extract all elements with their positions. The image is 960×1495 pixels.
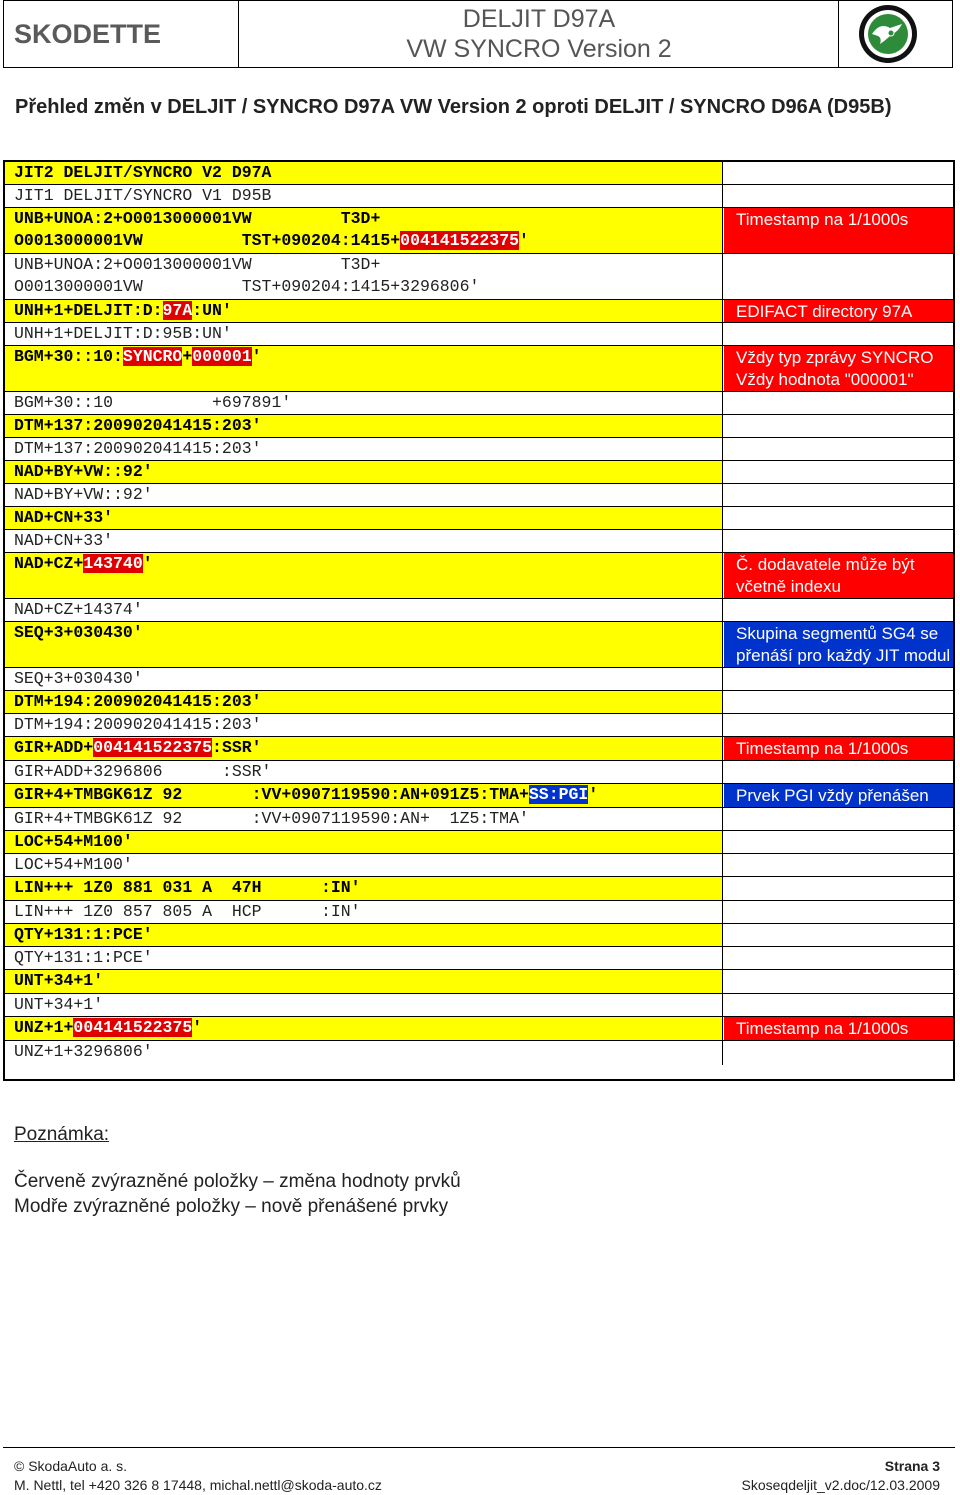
- logo-cell: [839, 1, 952, 67]
- footer-page-number: Strana 3: [884, 1458, 940, 1474]
- note-cell: [724, 553, 953, 598]
- table-row: [5, 529, 953, 552]
- change-note: Timestamp na 1/1000s: [736, 739, 909, 758]
- note-cell: [724, 484, 953, 506]
- changed-value: 004141522375: [400, 231, 519, 250]
- segment-part: +: [182, 347, 193, 366]
- segment-text: [14, 507, 113, 529]
- changed-value: 97A: [162, 301, 193, 320]
- table-row: [5, 414, 953, 437]
- segment-part: ': [192, 1018, 203, 1037]
- note-cell: [724, 622, 953, 667]
- segment-text: [14, 438, 262, 460]
- segment-part: UNB+UNOA:2+O0013000001VW T3D+ O0013000001VW TST+090204:1415+3296806': [14, 255, 480, 296]
- segment-part: ': [142, 554, 153, 573]
- table-row: [5, 299, 953, 322]
- table-row: [5, 853, 953, 876]
- old-segment-cell: [5, 323, 723, 345]
- table-row: [5, 483, 953, 506]
- segment-part: GIR+4+TMBGK61Z 92 :VV+0907119590:AN+091Z5:TMA+: [14, 785, 529, 804]
- segment-part: ': [251, 347, 262, 366]
- table-row: [5, 900, 953, 923]
- note-cell: [724, 162, 953, 184]
- note-cell: [724, 461, 953, 483]
- table-row: [5, 690, 953, 713]
- segment-part: LOC+54+M100': [14, 832, 133, 851]
- note-cell: [724, 808, 953, 830]
- segment-part: QTY+131:1:PCE': [14, 925, 153, 944]
- new-segment-cell: [5, 415, 723, 437]
- segment-text: [14, 901, 361, 923]
- table-row: [5, 946, 953, 969]
- new-segment-cell: [5, 162, 723, 184]
- segment-text: [14, 854, 133, 876]
- segment-text: [14, 461, 153, 483]
- note-cell: [724, 668, 953, 690]
- old-segment-cell: [5, 254, 723, 299]
- segment-text: [14, 737, 262, 759]
- table-row: [5, 207, 953, 253]
- table-row: [5, 923, 953, 946]
- old-segment-cell: [5, 530, 723, 552]
- note-cell: [724, 947, 953, 969]
- table-row: [5, 598, 953, 621]
- change-note: EDIFACT directory 97A: [736, 302, 913, 321]
- segment-text: [14, 994, 103, 1016]
- change-note: Č. dodavatele může být včetně indexu: [736, 555, 915, 596]
- note-cell: [724, 415, 953, 437]
- segment-part: DTM+194:200902041415:203': [14, 715, 262, 734]
- segment-text: [14, 877, 361, 899]
- segment-text: [14, 691, 262, 713]
- old-segment-cell: [5, 901, 723, 923]
- segment-part: LOC+54+M100': [14, 855, 133, 874]
- segment-part: GIR+4+TMBGK61Z 92 :VV+0907119590:AN+ 1Z5:TMA': [14, 809, 529, 828]
- segment-text: [14, 185, 271, 207]
- legend-red: Červeně zvýrazněné položky – změna hodnoty prvků: [14, 1171, 461, 1192]
- note-cell: [724, 208, 953, 253]
- doc-title-line1: DELJIT D97A: [462, 5, 616, 33]
- segment-part: GIR+ADD+3296806 :SSR': [14, 762, 272, 781]
- table-row: [5, 391, 953, 414]
- segment-text: [14, 323, 232, 345]
- segment-text: [14, 668, 143, 690]
- footer-copyright: © SkodaAuto a. s.: [14, 1458, 128, 1474]
- table-row: [5, 184, 953, 207]
- old-segment-cell: [5, 808, 723, 830]
- old-segment-cell: [5, 1041, 723, 1065]
- footer-contact: M. Nettl, tel +420 326 8 17448, michal.nettl@skoda-auto.cz: [14, 1477, 382, 1493]
- segment-text: [14, 784, 598, 806]
- table-row: [5, 807, 953, 830]
- segment-part: JIT1 DELJIT/SYNCRO V1 D95B: [14, 186, 272, 205]
- old-segment-cell: [5, 761, 723, 783]
- old-segment-cell: [5, 668, 723, 690]
- document-header: [3, 0, 953, 68]
- old-segment-cell: [5, 185, 723, 207]
- note-cell: [724, 599, 953, 621]
- note-cell: [724, 346, 953, 391]
- segment-text: [14, 970, 103, 992]
- note-cell: [724, 254, 953, 299]
- changed-value: 143740: [83, 554, 143, 573]
- page-heading: Přehled změn v DELJIT / SYNCRO D97A VW Version 2 oproti DELJIT / SYNCRO D96A (D95B): [15, 96, 892, 118]
- table-row: [5, 713, 953, 736]
- changed-value: 000001: [192, 347, 252, 366]
- segment-part: UNB+UNOA:2+O0013000001VW T3D+ O0013000001VW TST+090204:1415+: [14, 209, 401, 250]
- skoda-logo-icon: [858, 4, 918, 64]
- segment-text: [14, 254, 479, 298]
- new-segment-cell: [5, 831, 723, 853]
- change-note: Timestamp na 1/1000s: [736, 210, 909, 229]
- old-segment-cell: [5, 994, 723, 1016]
- table-row: [5, 162, 953, 184]
- new-segment-cell: [5, 507, 723, 529]
- table-row: [5, 993, 953, 1016]
- table-row: [5, 1016, 953, 1040]
- new-segment-cell: [5, 461, 723, 483]
- old-segment-cell: [5, 714, 723, 736]
- old-segment-cell: [5, 854, 723, 876]
- brand-name: SKODETTE: [14, 19, 162, 49]
- segment-part: LIN+++ 1Z0 881 031 A 47H :IN': [14, 878, 361, 897]
- segment-text: [14, 622, 143, 644]
- new-segment-cell: [5, 300, 723, 322]
- new-segment-cell: [5, 970, 723, 993]
- segment-text: [14, 761, 271, 783]
- new-segment-cell: [5, 553, 723, 598]
- note-cell: [724, 530, 953, 552]
- segment-part: NAD+CZ+: [14, 554, 84, 573]
- table-row: [5, 506, 953, 529]
- segment-text: [14, 300, 232, 322]
- note-cell: [724, 784, 953, 807]
- title-cell: [239, 1, 839, 67]
- change-note: Prvek PGI vždy přenášen: [736, 786, 929, 805]
- segment-part: ': [519, 231, 529, 250]
- note-cell: [724, 877, 953, 900]
- segment-part: NAD+CN+33': [14, 508, 114, 527]
- table-row: [5, 783, 953, 807]
- segment-part: :UN': [192, 301, 232, 320]
- note-cell: [724, 924, 953, 946]
- segment-part: SEQ+3+030430': [14, 623, 143, 642]
- changed-value: 004141522375: [73, 1018, 193, 1037]
- note-cell: [724, 854, 953, 876]
- change-note: Vždy typ zprávy SYNCRO Vždy hodnota "000001": [736, 348, 934, 389]
- segment-text: [14, 208, 529, 252]
- segment-part: DTM+137:200902041415:203': [14, 439, 262, 458]
- change-note: Skupina segmentů SG4 se přenáší pro každý JIT modul: [736, 624, 951, 665]
- new-segment-cell: [5, 877, 723, 900]
- segment-part: NAD+BY+VW::92': [14, 462, 153, 481]
- note-cell: [724, 831, 953, 853]
- segment-part: SEQ+3+030430': [14, 669, 143, 688]
- note-cell: [724, 691, 953, 713]
- new-segment-cell: [5, 691, 723, 713]
- table-row: [5, 621, 953, 667]
- segment-text: [14, 714, 262, 736]
- old-segment-cell: [5, 484, 723, 506]
- segment-text: [14, 1041, 153, 1063]
- changed-value: SS:PGI: [528, 785, 589, 804]
- segment-text: [14, 924, 153, 946]
- segment-part: UNH+1+DELJIT:D:95B:UN': [14, 324, 232, 343]
- note-cell: [724, 970, 953, 993]
- segment-part: QTY+131:1:PCE': [14, 948, 153, 967]
- footer-filename: Skoseqdeljit_v2.doc/12.03.2009: [741, 1477, 940, 1493]
- table-row: [5, 969, 953, 993]
- segment-text: [14, 947, 153, 969]
- segment-part: NAD+CZ+14374': [14, 600, 143, 619]
- table-row: [5, 667, 953, 690]
- note-cell: [724, 1041, 953, 1065]
- old-segment-cell: [5, 947, 723, 969]
- changed-value: SYNCRO: [122, 347, 183, 366]
- new-segment-cell: [5, 784, 723, 807]
- note-cell: [724, 761, 953, 783]
- old-segment-cell: [5, 438, 723, 460]
- changed-value: 004141522375: [93, 738, 213, 757]
- footer-divider: [3, 1447, 955, 1448]
- doc-title-line2: VW SYNCRO Version 2: [406, 35, 672, 63]
- new-segment-cell: [5, 346, 723, 391]
- table-row: [5, 345, 953, 391]
- note-cell: [724, 507, 953, 529]
- segment-part: GIR+ADD+: [14, 738, 94, 757]
- segment-part: BGM+30::10 +697891': [14, 393, 292, 412]
- note-cell: [724, 901, 953, 923]
- segment-part: ': [588, 785, 599, 804]
- segment-text: [14, 599, 143, 621]
- table-row: [5, 876, 953, 900]
- legend-blue: Modře zvýrazněné položky – nově přenášené prvky: [14, 1196, 449, 1217]
- table-row: [5, 552, 953, 598]
- segment-text: [14, 1017, 202, 1039]
- segment-part: BGM+30::10:: [14, 347, 123, 366]
- note-cell: [724, 714, 953, 736]
- note-cell: [724, 300, 953, 322]
- table-row: [5, 1040, 953, 1065]
- segment-text: [14, 484, 153, 506]
- segment-part: :SSR': [212, 738, 262, 757]
- segment-text: [14, 346, 262, 368]
- new-segment-cell: [5, 1017, 723, 1040]
- segment-part: UNH+1+DELJIT:D:: [14, 301, 163, 320]
- table-row: [5, 460, 953, 483]
- segment-part: DTM+194:200902041415:203': [14, 692, 262, 711]
- new-segment-cell: [5, 208, 723, 253]
- note-cell: [724, 438, 953, 460]
- segment-part: LIN+++ 1Z0 857 805 A HCP :IN': [14, 902, 361, 921]
- segment-part: NAD+CN+33': [14, 531, 114, 550]
- segment-part: UNT+34+1': [14, 971, 104, 990]
- note-cell: [724, 994, 953, 1016]
- new-segment-cell: [5, 622, 723, 667]
- change-note: Timestamp na 1/1000s: [736, 1019, 909, 1038]
- segment-part: UNT+34+1': [14, 995, 104, 1014]
- table-row: [5, 760, 953, 783]
- table-row: [5, 830, 953, 853]
- note-cell: [724, 185, 953, 207]
- note-cell: [724, 1017, 953, 1040]
- old-segment-cell: [5, 599, 723, 621]
- table-row: [5, 322, 953, 345]
- segment-text: [14, 831, 133, 853]
- segment-text: [14, 530, 113, 552]
- segment-part: UNZ+1+3296806': [14, 1042, 153, 1061]
- segment-part: JIT2 DELJIT/SYNCRO V2 D97A: [14, 163, 272, 182]
- table-row: [5, 437, 953, 460]
- segment-text: [14, 553, 153, 575]
- segment-text: [14, 162, 271, 184]
- note-cell: [724, 323, 953, 345]
- segment-text: [14, 808, 529, 830]
- old-segment-cell: [5, 392, 723, 414]
- note-cell: [724, 737, 953, 760]
- segment-comparison-table: [3, 160, 955, 1081]
- table-row: [5, 736, 953, 760]
- segment-part: NAD+BY+VW::92': [14, 485, 153, 504]
- notes-title: Poznámka:: [14, 1124, 110, 1145]
- new-segment-cell: [5, 924, 723, 946]
- segment-text: [14, 392, 291, 414]
- segment-part: DTM+137:200902041415:203': [14, 416, 262, 435]
- segment-text: [14, 415, 262, 437]
- table-row: [5, 253, 953, 299]
- segment-part: UNZ+1+: [14, 1018, 74, 1037]
- new-segment-cell: [5, 737, 723, 760]
- brand-cell: [4, 1, 239, 67]
- note-cell: [724, 392, 953, 414]
